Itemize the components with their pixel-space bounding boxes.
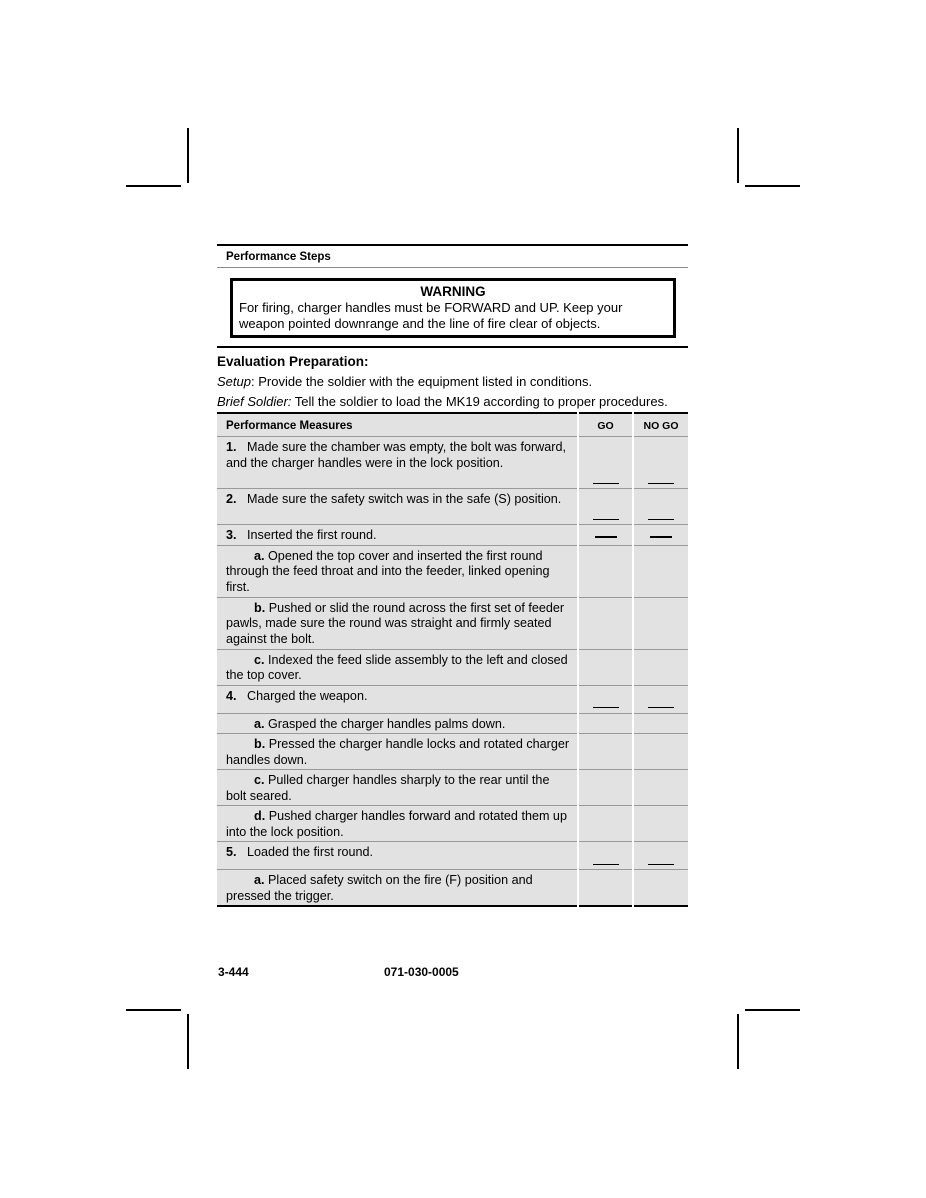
- nogo-cell[interactable]: [633, 489, 688, 525]
- go-cell[interactable]: [578, 842, 633, 870]
- nogo-cell: [633, 870, 688, 907]
- go-cell: [578, 770, 633, 806]
- step-text: Indexed the feed slide assembly to the left and closed the top cover.: [226, 652, 568, 682]
- nogo-cell: [633, 713, 688, 734]
- go-cell: [578, 734, 633, 770]
- measure-cell: [217, 489, 578, 525]
- step-number: 4.: [226, 688, 237, 703]
- nogo-cell: [633, 545, 688, 597]
- warning-box: [230, 278, 676, 338]
- section-divider: [217, 346, 688, 348]
- nogo-blank: [648, 483, 674, 484]
- column-header-measures: Performance Measures: [217, 413, 578, 437]
- dash-mark: [650, 536, 672, 538]
- page-content: [217, 244, 688, 907]
- task-code: 071-030-0005: [384, 965, 459, 979]
- go-blank: [593, 864, 619, 865]
- step-text: Pushed or slid the round across the first set of feeder pawls, made sure the round was straight and firmly seated against the bolt.: [226, 600, 565, 646]
- dash-mark: [595, 536, 617, 538]
- table-row: [217, 870, 688, 907]
- nogo-cell: [633, 597, 688, 649]
- table-row: [217, 437, 688, 489]
- step-text: Made sure the safety switch was in the safe (S) position.: [247, 492, 562, 506]
- measure-cell: [217, 597, 578, 649]
- table-row: [217, 597, 688, 649]
- step-text: Grasped the charger handles palms down.: [268, 716, 506, 731]
- brief-soldier-text: Tell the soldier to load the MK19 according to proper procedures.: [291, 394, 668, 409]
- step-text: Loaded the first round.: [247, 845, 374, 859]
- table-header-row: [217, 413, 688, 437]
- crop-mark-top-left-vertical: [187, 128, 189, 183]
- performance-steps-heading: Performance Steps: [217, 244, 688, 268]
- substep-letter: d.: [254, 809, 266, 823]
- go-cell: [578, 597, 633, 649]
- measure-cell: [217, 685, 578, 713]
- crop-mark-top-left-horizontal: [126, 185, 181, 187]
- nogo-blank: [648, 519, 674, 520]
- go-cell: [578, 870, 633, 907]
- setup-label: Setup: [217, 374, 251, 389]
- step-text: Inserted the first round.: [247, 528, 377, 542]
- brief-soldier-line: [217, 394, 688, 409]
- crop-mark-top-right-horizontal: [745, 185, 800, 187]
- table-row: [217, 713, 688, 734]
- table-row: [217, 489, 688, 525]
- measure-cell: [217, 842, 578, 870]
- column-header-go: GO: [578, 413, 633, 437]
- nogo-cell: [633, 806, 688, 842]
- go-cell: [578, 649, 633, 685]
- nogo-cell: [633, 525, 688, 546]
- page-number: 3-444: [218, 965, 249, 979]
- crop-mark-bottom-left-vertical: [187, 1014, 189, 1069]
- go-blank: [593, 707, 619, 708]
- step-number: 3.: [226, 528, 237, 542]
- measure-cell: [217, 545, 578, 597]
- brief-soldier-label: Brief Soldier:: [217, 394, 292, 409]
- table-row: [217, 842, 688, 870]
- crop-mark-top-right-vertical: [737, 128, 739, 183]
- nogo-cell: [633, 734, 688, 770]
- crop-mark-bottom-right-vertical: [737, 1014, 739, 1069]
- nogo-blank: [648, 707, 674, 708]
- nogo-cell: [633, 770, 688, 806]
- warning-text: For firing, charger handles must be FORWARD and UP. Keep your weapon pointed downrange and the line of fire clear of objects.: [239, 300, 623, 331]
- measure-cell: [217, 770, 578, 806]
- substep-letter: a.: [254, 716, 265, 731]
- step-text: Made sure the chamber was empty, the bolt was forward, and the charger handles were in the lock position.: [226, 440, 566, 470]
- go-cell: [578, 545, 633, 597]
- setup-line: [217, 374, 688, 389]
- step-text: Pulled charger handles sharply to the rear until the bolt seared.: [226, 773, 550, 803]
- nogo-cell[interactable]: [633, 842, 688, 870]
- measure-cell: [217, 806, 578, 842]
- substep-letter: c.: [254, 773, 265, 787]
- go-cell: [578, 713, 633, 734]
- measure-cell: [217, 649, 578, 685]
- step-number: 2.: [226, 492, 237, 506]
- substep-letter: b.: [254, 600, 266, 615]
- step-text: Opened the top cover and inserted the first round through the feed throat and into the feeder, linked opening first.: [226, 548, 550, 594]
- table-row: [217, 649, 688, 685]
- go-cell: [578, 806, 633, 842]
- table-row: [217, 685, 688, 713]
- measure-cell: [217, 734, 578, 770]
- table-row: [217, 545, 688, 597]
- step-number: 1.: [226, 440, 237, 454]
- column-header-nogo: NO GO: [633, 413, 688, 437]
- measure-cell: [217, 713, 578, 734]
- substep-letter: a.: [254, 873, 265, 887]
- nogo-blank: [648, 864, 674, 865]
- measure-cell: [217, 870, 578, 907]
- substep-letter: c.: [254, 652, 265, 667]
- setup-text: : Provide the soldier with the equipment listed in conditions.: [250, 374, 593, 389]
- step-text: Pressed the charger handle locks and rotated charger handles down.: [226, 737, 570, 767]
- measure-cell: [217, 437, 578, 489]
- performance-measures-table: [217, 412, 688, 907]
- table-row: [217, 770, 688, 806]
- substep-letter: b.: [254, 737, 266, 751]
- go-cell[interactable]: [578, 489, 633, 525]
- step-text: Placed safety switch on the fire (F) position and pressed the trigger.: [226, 873, 533, 903]
- step-text: Charged the weapon.: [247, 688, 368, 703]
- crop-mark-bottom-left-horizontal: [126, 1009, 181, 1011]
- go-blank: [593, 519, 619, 520]
- crop-mark-bottom-right-horizontal: [745, 1009, 800, 1011]
- go-blank: [593, 483, 619, 484]
- table-row: [217, 525, 688, 546]
- step-text: Pushed charger handles forward and rotated them up into the lock position.: [226, 809, 567, 839]
- measure-cell: [217, 525, 578, 546]
- step-number: 5.: [226, 845, 237, 859]
- nogo-cell[interactable]: [633, 437, 688, 489]
- nogo-cell: [633, 649, 688, 685]
- go-cell[interactable]: [578, 685, 633, 713]
- substep-letter: a.: [254, 548, 265, 563]
- warning-title: WARNING: [420, 284, 486, 299]
- table-row: [217, 806, 688, 842]
- table-row: [217, 734, 688, 770]
- go-cell[interactable]: [578, 437, 633, 489]
- nogo-cell[interactable]: [633, 685, 688, 713]
- evaluation-preparation-title: Evaluation Preparation:: [217, 354, 369, 369]
- go-cell: [578, 525, 633, 546]
